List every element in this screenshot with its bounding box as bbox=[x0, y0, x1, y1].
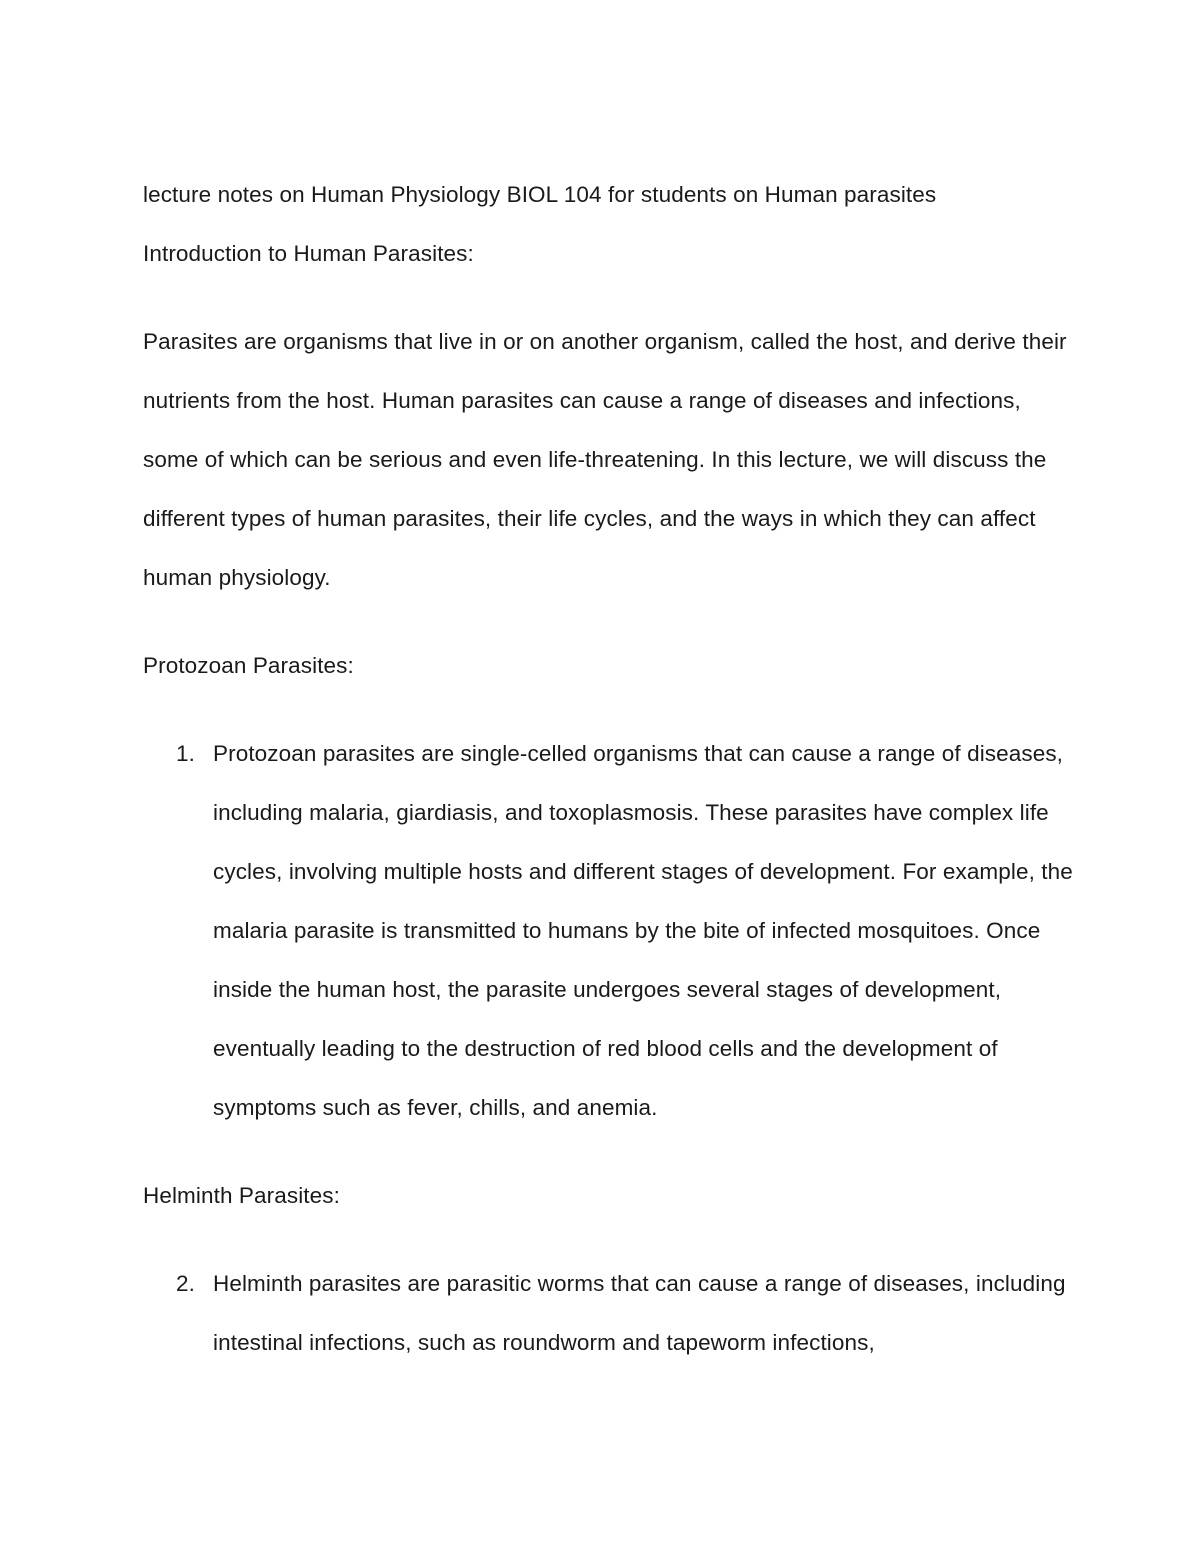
intro-paragraph: Parasites are organisms that live in or on another organism, called the host, and derive their nutrients from the host. Human parasites can cause a range of diseases and infections, some of which can be serious and even life-threatening. In this lecture, we will discuss the different types of human parasites, their life cycles, and the ways in which they can affect human physiology. bbox=[143, 329, 1067, 590]
title-line: lecture notes on Human Physiology BIOL 104 for students on Human parasites bbox=[143, 182, 937, 207]
list-item-helminth bbox=[143, 1254, 1073, 1372]
spacer bbox=[143, 607, 1073, 636]
section-heading-protozoan: Protozoan Parasites: bbox=[143, 653, 354, 678]
list-item-text: Protozoan parasites are single-celled organisms that can cause a range of diseases, including malaria, giardiasis, and toxoplasmosis. These parasites have complex life cycles, involving multiple hosts and different stages of development. For example, the malaria parasite is transmitted to humans by the bite of infected mosquitoes. Once inside the human host, the parasite undergoes several stages of development, eventually leading to the destruction of red blood cells and the development of symptoms such as fever, chills, and anemia. bbox=[213, 741, 1073, 1120]
section-heading-helminth: Helminth Parasites: bbox=[143, 1183, 340, 1208]
intro-heading: Introduction to Human Parasites: bbox=[143, 241, 474, 266]
document-body bbox=[143, 165, 1073, 1372]
list-item-number: 1. bbox=[176, 741, 195, 766]
list-item-number: 2. bbox=[176, 1271, 195, 1296]
spacer bbox=[143, 695, 1073, 724]
spacer bbox=[143, 283, 1073, 312]
spacer bbox=[143, 1225, 1073, 1254]
spacer bbox=[143, 1137, 1073, 1166]
list-item-protozoan bbox=[143, 724, 1073, 1137]
list-item-text: Helminth parasites are parasitic worms that can cause a range of diseases, including intestinal infections, such as roundworm and tapeworm infections, bbox=[213, 1271, 1066, 1355]
